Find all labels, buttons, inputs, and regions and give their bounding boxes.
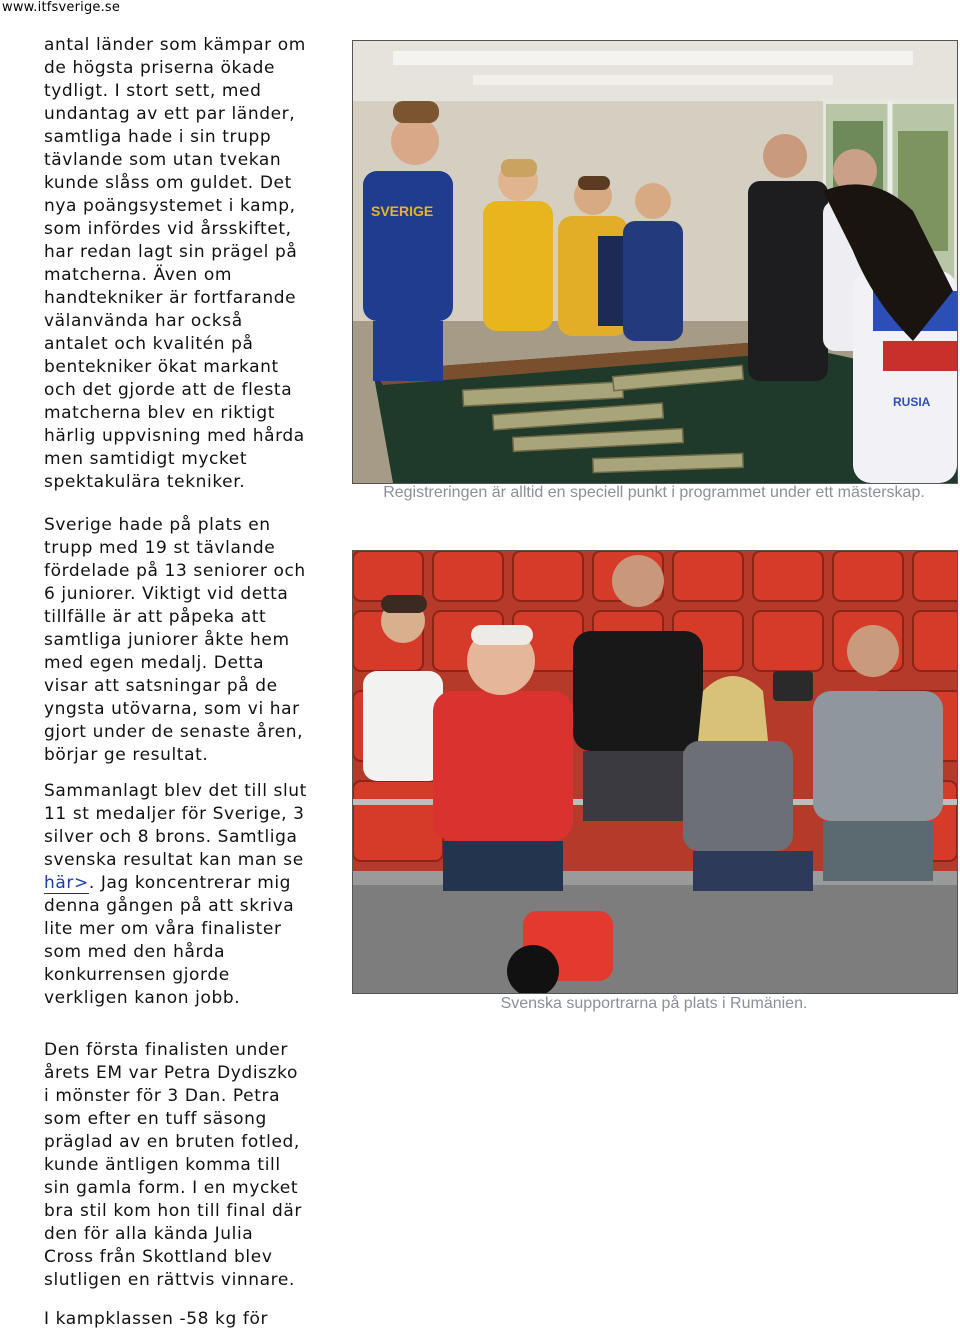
registration-photo-caption: Registreringen är alltid en speciell punkt i programmet under ett mästerskap. (383, 484, 925, 501)
supporters-photo-caption: Svenska supportrarna på plats i Rumänien. (500, 995, 808, 1012)
jersey-text: SVERIGE (371, 203, 434, 219)
paragraph-text-start: Sammanlagt blev det till slut 11 st medaljer för Sverige, 3 silver och 8 brons. Samtliga svenska resultat kan man se (44, 781, 307, 870)
jacket-text: RUSIA (893, 395, 931, 409)
supporters-photo-drawing (353, 551, 957, 993)
paragraph-text: I kampklassen -58 kg för (44, 1309, 269, 1329)
paragraph-text-end: . Jag koncentrerar mig denna gången på att skriva lite mer om våra finalister som med den hårda konkurrensen gjorde verkligen kanon jobb. (44, 873, 295, 1008)
paragraph-text (44, 780, 344, 1010)
registration-photo-drawing (353, 41, 957, 483)
site-url[interactable]: www.itfsverige.se (2, 0, 121, 15)
paragraph-text: Den första finalisten under årets EM var Petra Dydiszko i mönster för 3 Dan. Petra som efter en tuff säsong präglad av en bruten fotled, kunde äntligen komma till sin gamla form. I en mycket bra stil kom hon till final där den för alla kända Julia Cross från Skottland blev slutligen en rättvis vinnare. (44, 1040, 302, 1290)
paragraph-text: Sverige hade på plats en trupp med 19 st tävlande fördelade på 13 seniorer och 6 juniorer. Viktigt vid detta tillfälle är att påpeka att samtliga juniorer åkte hem med egen medalj. Detta visar att satsningar på de yngsta utövarna, som vi har gjort under de senaste åren, börjar ge resultat. (44, 515, 306, 765)
article-paragraph-5 (44, 1308, 344, 1331)
article-paragraph-4 (44, 1039, 344, 1292)
results-link[interactable]: här> (44, 873, 89, 893)
registration-photo (352, 40, 958, 484)
article-paragraph-1 (44, 34, 344, 494)
article-paragraph-2 (44, 514, 344, 767)
article-paragraph-3 (44, 780, 344, 1010)
paragraph-text: antal länder som kämpar om de högsta priserna ökade tydligt. I stort sett, med undantag av ett par länder, samtliga hade i sin trupp tävlande som utan tvekan kunde slåss om guldet. Det nya poängsystemet i kamp, som infördes vid årsskiftet, har redan lagt sin prägel på matcherna. Även om handtekniker är fortfarande välanvända har också antalet och kvalitén på bentekniker ökat markant och det gjorde att de flesta matcherna blev en riktigt härlig uppvisning med hårda men samtidigt mycket spektakulära tekniker. (44, 35, 306, 492)
supporters-photo (352, 550, 958, 994)
